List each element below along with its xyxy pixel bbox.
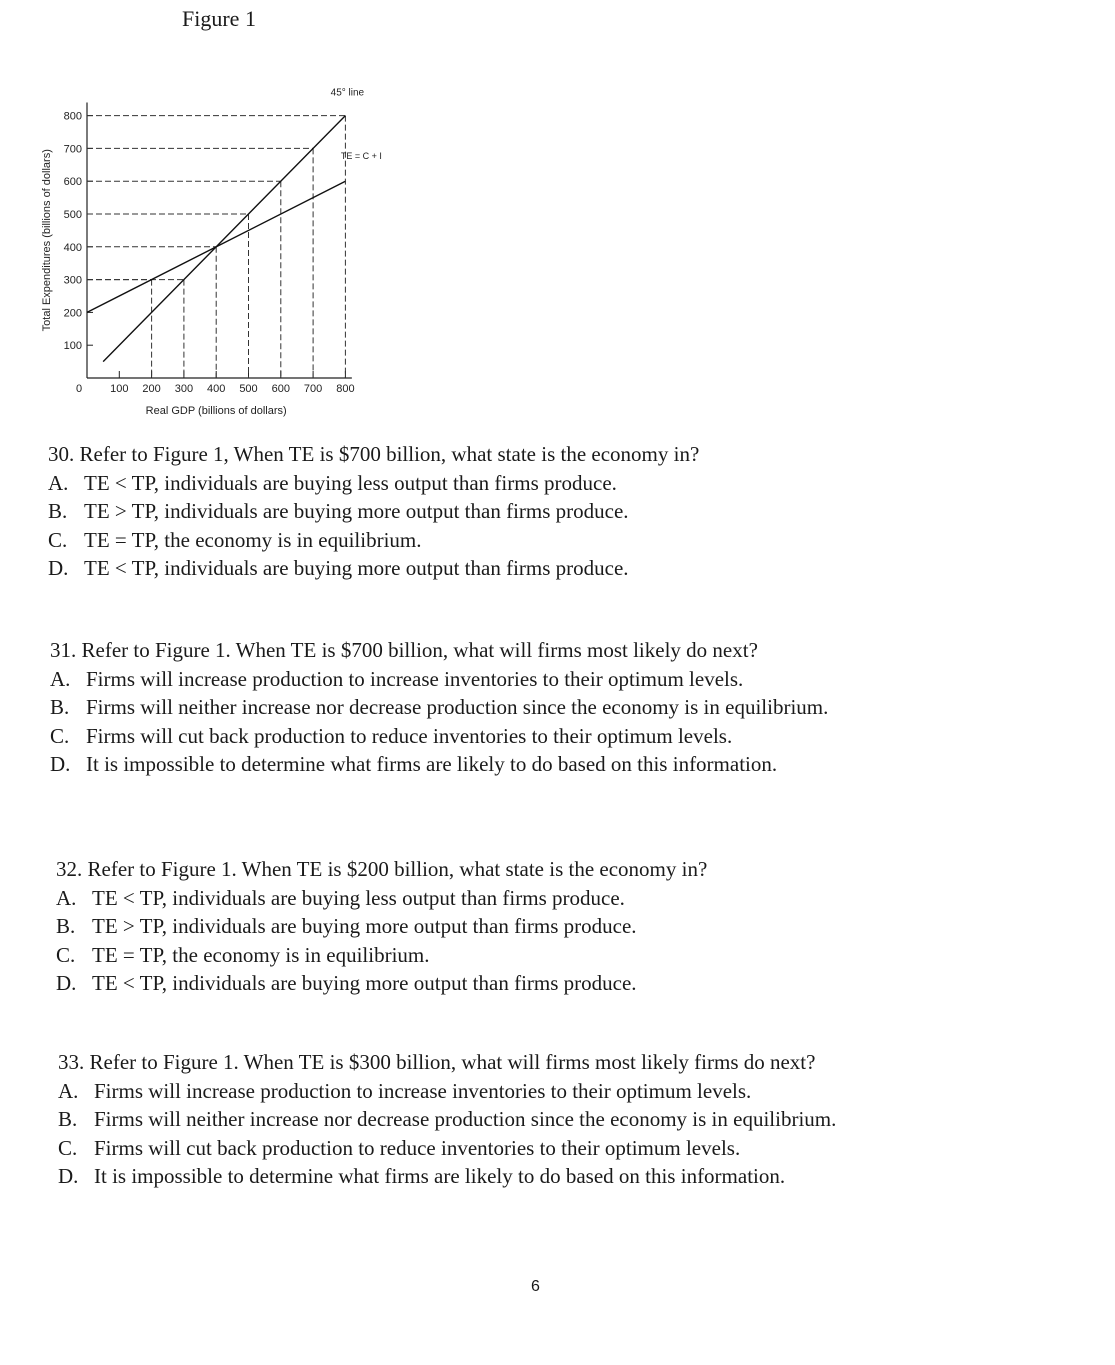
question-33 (58, 1048, 958, 1191)
option-letter: B. (56, 914, 76, 938)
question-stem: 31. Refer to Figure 1. When TE is $700 billion, what will firms most likely do next? (50, 638, 758, 662)
te-line-label: TE = C + I (340, 150, 382, 161)
answer-options (48, 469, 908, 583)
option-a[interactable] (56, 884, 916, 913)
x-tick-label: 700 (303, 383, 323, 395)
option-text: Firms will increase production to increase inventories to their optimum levels. (86, 666, 744, 691)
option-b[interactable] (48, 497, 908, 526)
option-a[interactable] (50, 665, 910, 694)
y-tick-label: 700 (63, 143, 82, 156)
option-text: Firms will neither increase nor decrease production since the economy is in equilibrium. (86, 695, 829, 719)
option-letter: C. (56, 942, 76, 967)
option-b[interactable] (58, 1105, 958, 1134)
option-letter: A. (50, 666, 71, 691)
option-letter: D. (50, 752, 71, 776)
option-text: Firms will increase production to increase inventories to their optimum levels. (94, 1078, 752, 1103)
option-letter: C. (48, 527, 68, 552)
option-text: TE = TP, the economy is in equilibrium. (84, 527, 422, 552)
x-tick-label: 100 (110, 383, 129, 395)
option-d[interactable] (56, 969, 916, 998)
option-a[interactable] (58, 1077, 958, 1106)
option-letter: B. (58, 1107, 78, 1131)
option-text: TE = TP, the economy is in equilibrium. (92, 942, 430, 967)
y-tick-label: 100 (63, 340, 82, 353)
x-tick-label: 0 (75, 383, 83, 395)
option-b[interactable] (56, 912, 916, 941)
figure-1-chart (0, 0, 420, 440)
option-text: TE < TP, individuals are buying more output than firms produce. (84, 556, 629, 580)
option-d[interactable] (58, 1162, 958, 1191)
question-stem: 32. Refer to Figure 1. When TE is $200 billion, what state is the economy in? (56, 857, 708, 881)
option-letter: D. (58, 1164, 79, 1188)
forty-five-line-label: 45° line (330, 87, 365, 99)
option-text: TE < TP, individuals are buying more output than firms produce. (92, 971, 637, 995)
forty-five-degree-line (103, 116, 345, 362)
question-stem: 30. Refer to Figure 1, When TE is $700 billion, what state is the economy in? (48, 442, 700, 466)
option-text: Firms will neither increase nor decrease production since the economy is in equilibrium. (94, 1107, 837, 1131)
option-text: It is impossible to determine what firms are likely to do based on this information. (86, 752, 778, 776)
option-a[interactable] (48, 469, 908, 498)
y-tick-label: 300 (63, 274, 82, 287)
option-text: TE < TP, individuals are buying less output than firms produce. (84, 470, 617, 495)
x-tick-label: 500 (239, 383, 258, 395)
option-letter: B. (50, 695, 70, 719)
option-text: It is impossible to determine what firms are likely to do based on this information. (94, 1164, 786, 1188)
y-axis-title: Total Expenditures (billions of dollars) (41, 149, 53, 332)
option-letter: A. (48, 470, 69, 495)
x-tick-label: 300 (174, 383, 194, 395)
option-d[interactable] (48, 554, 908, 583)
y-tick-label: 500 (63, 209, 82, 221)
answer-options (56, 884, 916, 998)
page-number: 6 (531, 1278, 540, 1295)
option-d[interactable] (50, 750, 910, 779)
option-letter: C. (50, 723, 70, 748)
x-axis-title: Real GDP (billions of dollars) (145, 405, 287, 417)
option-c[interactable] (58, 1134, 958, 1163)
x-tick-label: 200 (142, 383, 161, 395)
option-c[interactable] (56, 941, 916, 970)
figure-title: Figure 1 (182, 6, 256, 31)
option-text: Firms will cut back production to reduce inventories to their optimum levels. (94, 1135, 741, 1160)
option-text: TE > TP, individuals are buying more output than firms produce. (92, 914, 637, 938)
option-letter: B. (48, 499, 68, 523)
y-tick-label: 200 (63, 307, 82, 320)
option-letter: C. (58, 1135, 78, 1160)
y-tick-label: 800 (63, 110, 82, 123)
option-c[interactable] (50, 722, 910, 751)
option-c[interactable] (48, 526, 908, 555)
x-tick-label: 800 (336, 383, 355, 395)
question-31 (50, 636, 910, 779)
option-letter: A. (58, 1078, 79, 1103)
question-30 (48, 440, 908, 583)
question-stem: 33. Refer to Figure 1. When TE is $300 billion, what will firms most likely firms do next? (58, 1050, 816, 1074)
answer-options (58, 1077, 958, 1191)
option-text: TE < TP, individuals are buying less output than firms produce. (92, 885, 625, 910)
question-32 (56, 855, 916, 998)
option-text: TE > TP, individuals are buying more output than firms produce. (84, 499, 629, 523)
x-tick-label: 600 (271, 383, 290, 395)
option-letter: A. (56, 885, 77, 910)
y-tick-label: 400 (63, 241, 82, 254)
option-letter: D. (48, 556, 69, 580)
option-text: Firms will cut back production to reduce inventories to their optimum levels. (86, 723, 733, 748)
option-letter: D. (56, 971, 77, 995)
option-b[interactable] (50, 693, 910, 722)
answer-options (50, 665, 910, 779)
y-tick-label: 600 (63, 176, 82, 189)
x-tick-label: 400 (207, 383, 226, 395)
